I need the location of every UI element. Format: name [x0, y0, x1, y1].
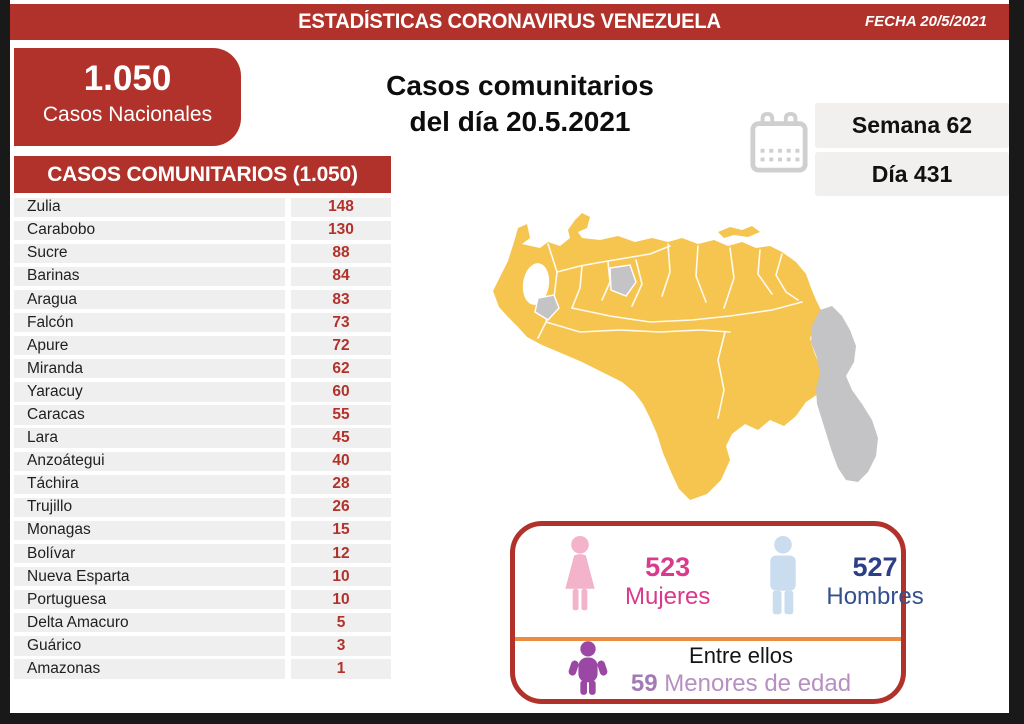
- minors-label: Menores de edad: [664, 669, 852, 697]
- cases-table-header: CASOS COMUNITARIOS (1.050): [14, 156, 391, 193]
- gender-section: [515, 526, 924, 637]
- women-count: 523: [645, 552, 691, 583]
- state-value: 84: [291, 267, 391, 286]
- state-name: Táchira: [14, 475, 285, 494]
- state-value: 45: [291, 428, 391, 447]
- table-row: [14, 405, 391, 424]
- state-name: Yaracuy: [14, 382, 285, 401]
- state-value: 73: [291, 313, 391, 332]
- frame-edge-bottom: [0, 713, 1024, 724]
- table-row: [14, 452, 391, 471]
- table-row: [14, 498, 391, 517]
- page-title-line1: Casos comunitarios: [386, 70, 654, 101]
- state-value: 148: [291, 198, 391, 217]
- frame-edge-right: [1009, 0, 1024, 724]
- state-value: 3: [291, 636, 391, 655]
- week-badge: Semana 62: [815, 103, 1009, 148]
- page-title: [300, 68, 740, 141]
- state-value: 130: [291, 221, 391, 240]
- state-name: Bolívar: [14, 544, 285, 563]
- minors-line: [631, 670, 851, 699]
- state-name: Nueva Esparta: [14, 567, 285, 586]
- state-value: 1: [291, 659, 391, 678]
- state-name: Portuguesa: [14, 590, 285, 609]
- state-name: Barinas: [14, 267, 285, 286]
- state-name: Anzoátegui: [14, 452, 285, 471]
- state-name: Amazonas: [14, 659, 285, 678]
- women-group: [557, 526, 710, 637]
- state-value: 40: [291, 452, 391, 471]
- table-row: [14, 636, 391, 655]
- state-value: 60: [291, 382, 391, 401]
- national-cases-label: Casos Nacionales: [42, 102, 213, 126]
- demographics-box: [510, 521, 924, 704]
- cases-table-body: [14, 198, 391, 683]
- top-banner: [10, 4, 1009, 40]
- table-row: [14, 359, 391, 378]
- state-name: Zulia: [14, 198, 285, 217]
- banner-date: FECHA 20/5/2021: [864, 13, 987, 30]
- table-row: [14, 613, 391, 632]
- minors-count: 59: [630, 669, 658, 697]
- table-row: [14, 382, 391, 401]
- national-cases-box: [14, 48, 241, 146]
- state-name: Monagas: [14, 521, 285, 540]
- table-row: [14, 313, 391, 332]
- table-row: [14, 244, 391, 263]
- state-name: Apure: [14, 336, 285, 355]
- state-name: Aragua: [14, 290, 285, 309]
- state-name: Guárico: [14, 636, 285, 655]
- day-badge: Día 431: [815, 152, 1009, 196]
- table-row: [14, 336, 391, 355]
- page-title-line2: del día 20.5.2021: [409, 106, 631, 138]
- table-row: [14, 198, 391, 217]
- state-name: Sucre: [14, 244, 285, 263]
- men-count: 527: [852, 552, 898, 583]
- national-cases-value: 1.050: [83, 59, 172, 98]
- state-value: 83: [291, 290, 391, 309]
- state-value: 88: [291, 244, 391, 263]
- state-value: 15: [291, 521, 391, 540]
- women-label: Mujeres: [625, 583, 711, 611]
- state-name: Trujillo: [14, 498, 285, 517]
- state-name: Caracas: [14, 405, 285, 424]
- state-value: 28: [291, 475, 391, 494]
- state-name: Falcón: [14, 313, 285, 332]
- table-row: [14, 590, 391, 609]
- men-label: Hombres: [826, 583, 924, 611]
- state-value: 62: [291, 359, 391, 378]
- state-value: 5: [291, 613, 391, 632]
- table-row: [14, 475, 391, 494]
- state-value: 55: [291, 405, 391, 424]
- frame-edge-left: [0, 0, 10, 724]
- minors-section: [515, 643, 901, 699]
- table-row: [14, 659, 391, 678]
- state-name: Miranda: [14, 359, 285, 378]
- venezuela-map: [430, 180, 950, 510]
- state-value: 26: [291, 498, 391, 517]
- state-value: 12: [291, 544, 391, 563]
- table-row: [14, 544, 391, 563]
- table-row: [14, 567, 391, 586]
- men-group: [762, 526, 923, 637]
- map-landmass: [493, 213, 824, 500]
- state-value: 10: [291, 567, 391, 586]
- map-esequibo: [811, 306, 878, 482]
- banner-title: ESTADÍSTICAS CORONAVIRUS VENEZUELA: [298, 10, 721, 33]
- state-name: Carabobo: [14, 221, 285, 240]
- minors-intro: Entre ellos: [689, 643, 793, 669]
- state-name: Delta Amacuro: [14, 613, 285, 632]
- child-icon: [565, 640, 611, 703]
- table-row: [14, 290, 391, 309]
- calendar-icon: [748, 110, 810, 176]
- state-name: Lara: [14, 428, 285, 447]
- table-row: [14, 221, 391, 240]
- state-value: 72: [291, 336, 391, 355]
- state-value: 10: [291, 590, 391, 609]
- table-row: [14, 521, 391, 540]
- male-icon: [762, 535, 804, 628]
- female-icon: [557, 535, 603, 628]
- table-row: [14, 267, 391, 286]
- table-row: [14, 428, 391, 447]
